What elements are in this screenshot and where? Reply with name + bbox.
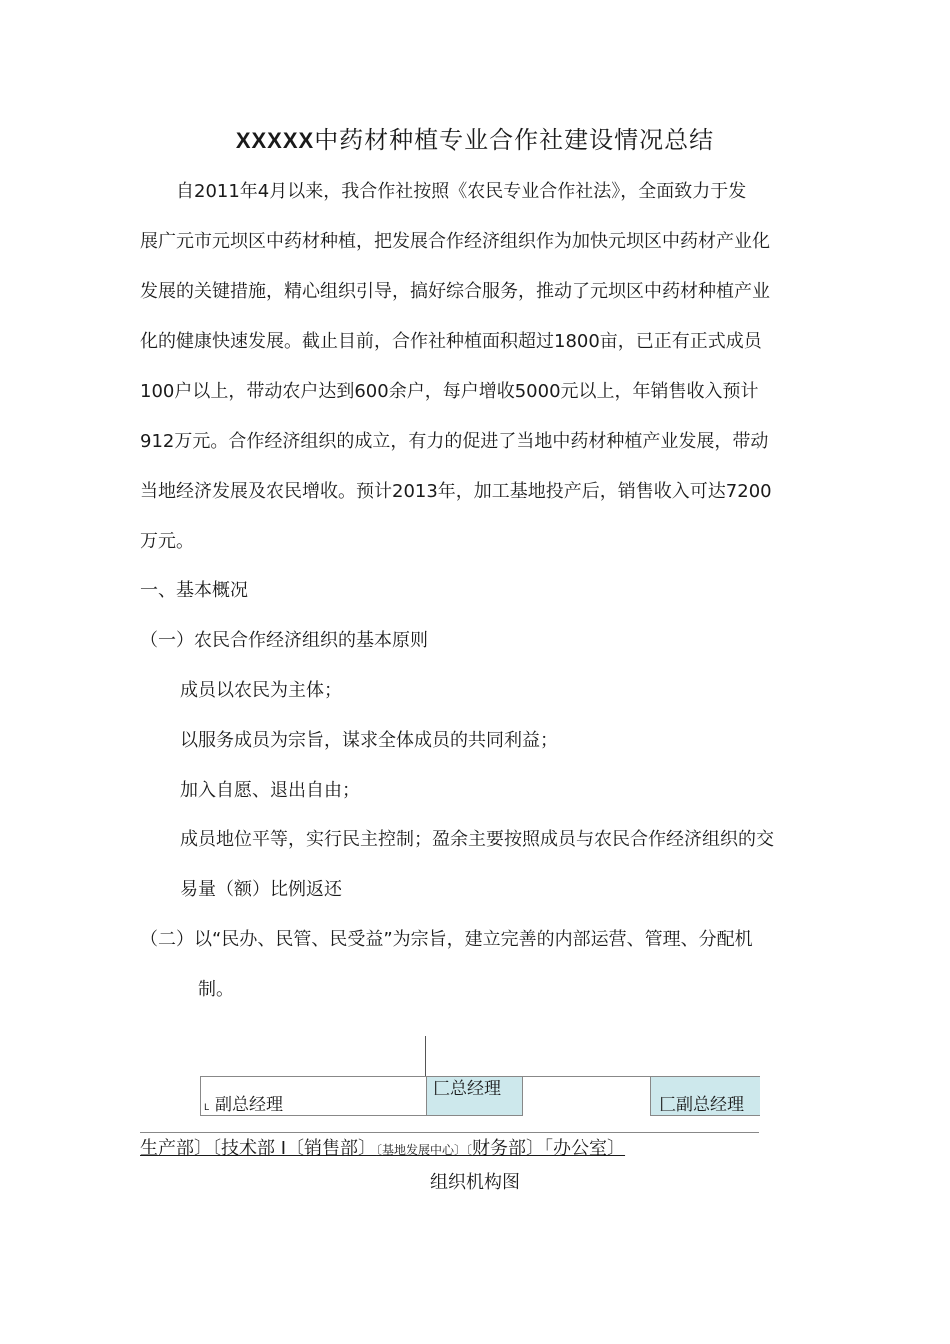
principle-4-cont: 易量（额）比例返还 [180,879,342,900]
document-title [0,120,950,155]
org-connector-vertical [425,1036,426,1076]
departments-c: 财务部〕「办公室〕 [472,1138,626,1159]
subsection-heading-2-cont: 制。 [198,979,234,1000]
box-left-mark: L [204,1103,210,1113]
box-right-label: 匚副总经理 [659,1095,744,1115]
intro-line-8: 万元。 [140,531,194,552]
title-text: 中药材种植专业合作社建设情况总结 [314,126,715,154]
intro-line-2: 展广元市元坝区中药材种植，把发展合作经济组织作为加快元坝区中药材产业化 [140,231,770,252]
org-baseline [140,1132,759,1133]
subsection-heading-2: （二）以“民办、民管、民受益”为宗旨，建立完善的内部运营、管理、分配机 [140,929,753,950]
intro-line-1: 自2011年4月以来，我合作社按照《农民专业合作社法》，全面致力于发 [140,181,747,202]
departments-b: 〔基地发展中心〕〔 [376,1143,473,1157]
box-left-label: 副总经理 [215,1095,283,1115]
subsection-heading-1: （一）农民合作经济组织的基本原则 [140,630,428,651]
section-heading-1: 一、基本概况 [140,580,248,601]
org-box-general-manager [426,1076,523,1116]
title-prefix: XXXXX [235,128,315,153]
intro-line-3: 发展的关键措施，精心组织引导，搞好综合服务，推动了元坝区中药材种植产业 [140,281,770,302]
departments-a: 生产部〕〔技术部 I〔销售部〕 [140,1138,377,1159]
org-departments [140,1134,625,1160]
box-center-label: 匚总经理 [433,1079,501,1099]
intro-line-6: 912万元。合作经济组织的成立，有力的促进了当地中药材种植产业发展，带动 [140,431,769,452]
principle-2: 以服务成员为宗旨，谋求全体成员的共同利益； [180,730,558,751]
intro-line-7: 当地经济发展及农民增收。预计2013年，加工基地投产后，销售收入可达7200 [140,481,772,502]
org-box-deputy-manager-right [650,1076,760,1116]
intro-line-4: 化的健康快速发展。截止目前，合作社种植面积超过1800亩，已正有正式成员 [140,331,762,352]
org-box-deputy-manager-left [200,1076,427,1116]
principle-3: 加入自愿、退出自由； [180,780,360,801]
principle-4: 成员地位平等，实行民主控制；盈余主要按照成员与农民合作经济组织的交 [180,829,774,850]
principle-1: 成员以农民为主体； [180,680,342,701]
org-chart-caption: 组织机构图 [430,1172,520,1193]
intro-line-5: 100户以上，带动农户达到600余户，每户增收5000元以上，年销售收入预计 [140,381,759,402]
org-connector-horizontal [521,1076,650,1077]
